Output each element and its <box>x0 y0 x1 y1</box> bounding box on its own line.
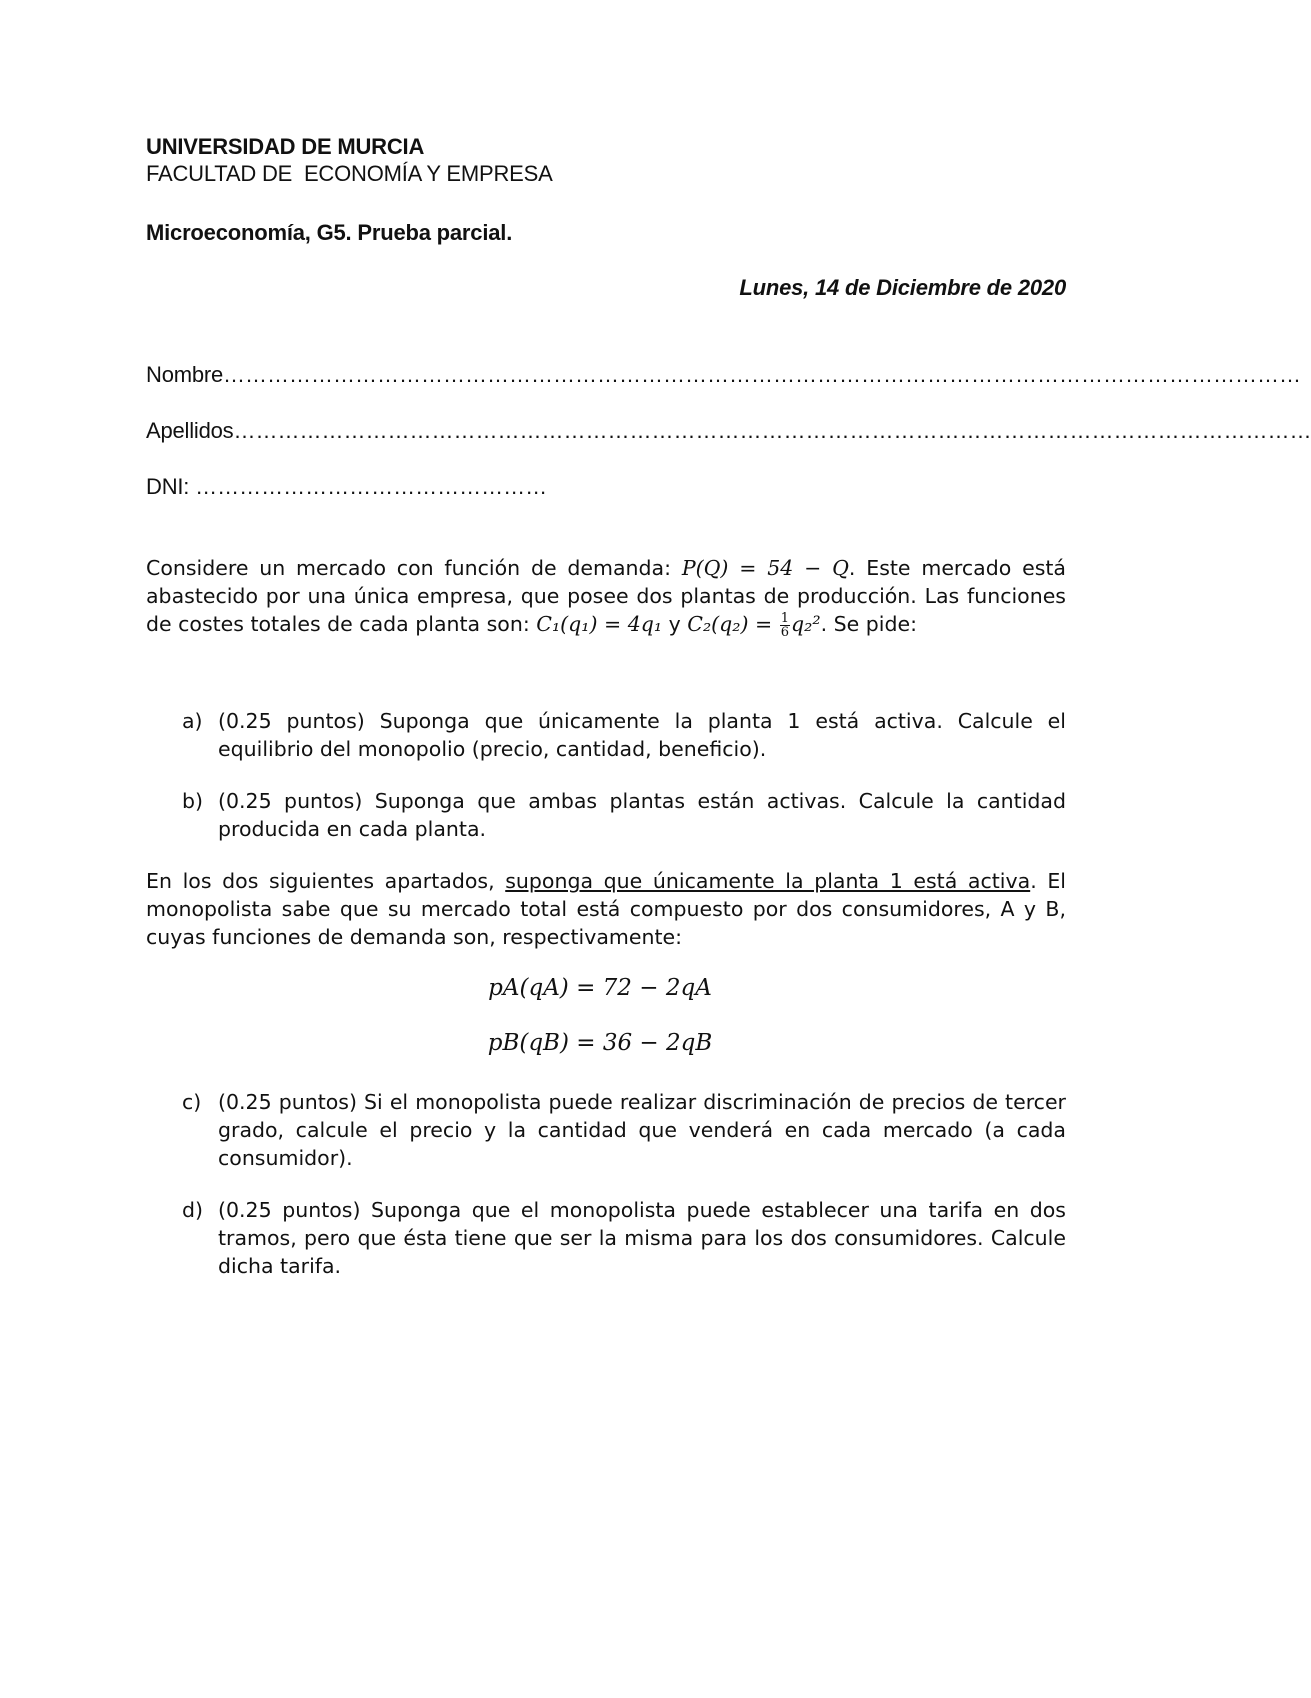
dni-field[interactable] <box>146 474 646 500</box>
demand-equation-a: pA(qA) = 72 − 2qA <box>488 975 712 1001</box>
middle-text-1: En los dos siguientes apartados, <box>146 869 506 893</box>
question-a <box>182 707 1066 763</box>
middle-underlined: suponga que únicamente la planta 1 está activa <box>505 869 1031 893</box>
question-c <box>182 1088 1066 1172</box>
intro-text-3: y <box>662 612 688 636</box>
cost2-denominator: 6 <box>780 625 790 640</box>
demand-equation-b: pB(qB) = 36 − 2qB <box>487 1030 713 1056</box>
intro-text-1: Considere un mercado con función de demanda: <box>146 556 682 580</box>
faculty-name: FACULTAD DE ECONOMÍA Y EMPRESA <box>146 161 553 186</box>
cost-function-1: C₁(q₁) = 4q₁ <box>536 612 663 636</box>
cost2-lhs: C₂(q₂) = <box>687 612 779 636</box>
cost2-numerator: 1 <box>780 611 790 626</box>
question-b-label: b) <box>182 789 204 813</box>
question-a-label: a) <box>182 709 203 733</box>
question-d-text: (0.25 puntos) Suponga que el monopolista puede establecer una tarifa en dos tramos, pero que ésta tiene que ser la misma para los dos consumidores. Calcule dicha tarifa. <box>218 1198 1066 1278</box>
middle-text-2: . El monopolista sabe que su mercado total está compuesto por dos consumidores, A y B, cuyas funciones de demanda son, respectivamente: <box>146 869 1066 949</box>
cost2-fraction <box>780 612 790 639</box>
nombre-label: Nombre <box>146 362 224 387</box>
question-c-text: (0.25 puntos) Si el monopolista puede realizar discriminación de precios de tercer grado, calcule el precio y la cantidad que venderá en cada mercado (a cada consumidor). <box>218 1090 1066 1170</box>
nombre-dots: ………………………………………………………………………………………………………………………………… <box>223 362 1302 387</box>
question-a-text: (0.25 puntos) Suponga que únicamente la planta 1 está activa. Calcule el equilibrio del monopolio (precio, cantidad, beneficio). <box>218 709 1066 761</box>
question-c-label: c) <box>182 1090 202 1114</box>
exam-date: Lunes, 14 de Diciembre de 2020 <box>739 275 1066 300</box>
nombre-field[interactable] <box>146 362 1302 388</box>
apellidos-field[interactable] <box>146 418 1311 444</box>
apellidos-dots: ………………………………………………………………………………………………………………………………… <box>233 418 1311 443</box>
intro-text-2: . Este mercado está abastecido por una única empresa, que posee dos plantas de producción. Las funciones de costes totales de cada planta son: <box>146 556 1066 636</box>
question-b-text: (0.25 puntos) Suponga que ambas plantas están activas. Calcule la cantidad producida en cada planta. <box>218 789 1066 841</box>
university-name: UNIVERSIDAD DE MURCIA <box>146 134 425 159</box>
demand-equation: P(Q) = 54 − Q <box>681 556 849 580</box>
course-title: Microeconomía, G5. Prueba parcial. <box>146 220 513 245</box>
question-b <box>182 787 1066 843</box>
dni-label: DNI: <box>146 474 196 499</box>
question-d <box>182 1196 1066 1280</box>
middle-paragraph <box>146 867 1066 951</box>
dni-dots: ………………………………………… <box>195 474 548 499</box>
cost-function-2 <box>687 611 821 640</box>
cost2-rhs: q₂² <box>791 612 821 636</box>
question-d-label: d) <box>182 1198 204 1222</box>
apellidos-label: Apellidos <box>146 418 234 443</box>
intro-paragraph <box>146 554 1066 639</box>
intro-text-4: . Se pide: <box>820 612 917 636</box>
